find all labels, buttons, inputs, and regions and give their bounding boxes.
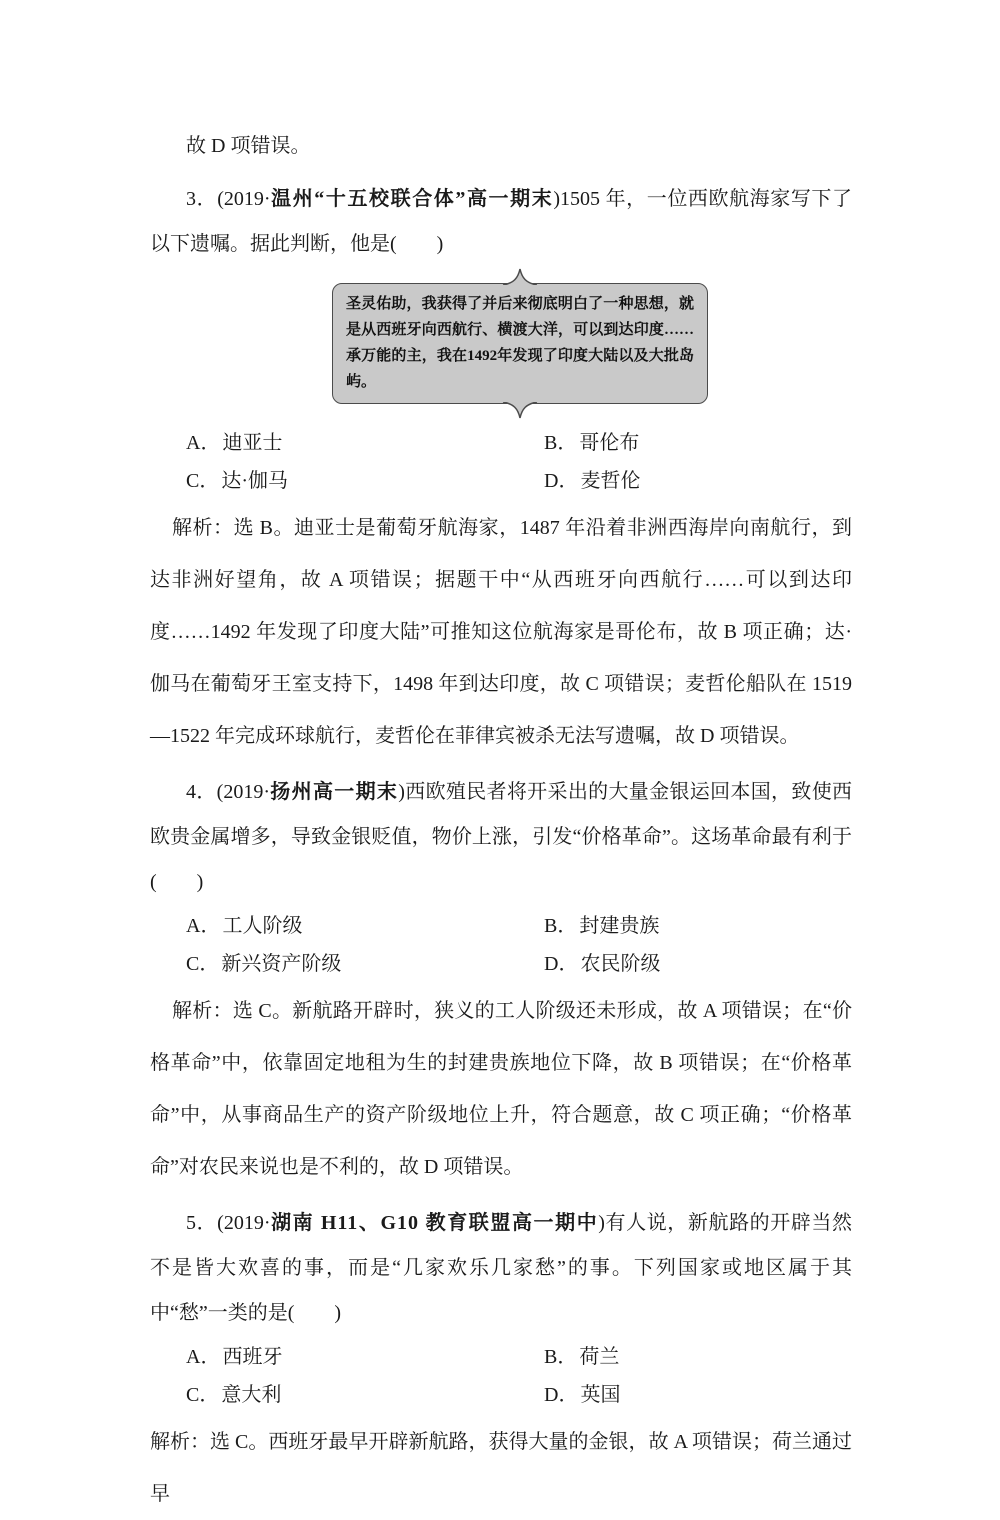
q4-option-a (186, 907, 544, 945)
question-4-source-close: ) (398, 781, 405, 803)
q5-analysis-text: 选 C。西班牙最早开辟新航路，获得大量的金银，故 A 项错误；荷兰通过早 (150, 1431, 852, 1505)
question-3-stem-text: 1505 年，一位西欧航海家写下了以下遗嘱。据此判断，他是( ) (150, 188, 853, 255)
q4-option-b (544, 907, 852, 945)
question-4-source: 扬州高一期末 (269, 781, 399, 803)
question-5-analysis (150, 1416, 852, 1520)
q3-option-b-label: B． (544, 432, 578, 454)
q5-option-b (544, 1338, 852, 1376)
q5-option-b-label: B． (544, 1346, 578, 1368)
q5-option-c (186, 1376, 544, 1414)
question-4-number: 4． (186, 781, 217, 803)
q3-analysis-text: 选 B。迪亚士是葡萄牙航海家，1487 年沿着非洲西海岸向南航行，到达非洲好望角，故 A 项错误；据题干中“从西班牙向西航行……可以到达印度……1492 年发现了印度大陆”可推知这位航海家是哥伦布，故 B 项正确；达·伽马在葡萄牙王室支持下，1498 年到达印度，故 C 项错误；麦哲伦船队在 1519—1522 年完成环球航行，麦哲伦在菲律宾被杀无法写遗嘱，故 D 项错误。 (150, 517, 852, 747)
question-5-block (150, 1201, 852, 1520)
question-4-analysis (150, 985, 852, 1193)
question-5-number: 5． (186, 1212, 218, 1234)
q4-option-c-label: C． (186, 953, 220, 975)
q5-option-c-text: 意大利 (221, 1384, 282, 1406)
q4-analysis-text: 选 C。新航路开辟时，狭义的工人阶级还未形成，故 A 项错误；在“价格革命”中，依靠固定地租为生的封建贵族地位下降，故 B 项错误；在“价格革命”中，从事商品生产的资产阶级地位上升，符合题意，故 C 项正确；“价格革命”对农民来说也是不利的，故 D 项错误。 (150, 1000, 852, 1178)
q5-option-d (544, 1376, 852, 1414)
q4-option-d-label: D． (544, 953, 579, 975)
q3-analysis-label: 解析： (172, 517, 234, 539)
quote-callout-wrapper (150, 267, 852, 422)
question-4-options-row-1 (150, 907, 852, 945)
q5-option-a-text: 西班牙 (222, 1346, 283, 1368)
q3-option-a (186, 424, 544, 462)
question-3-stem (150, 177, 852, 267)
q3-option-a-text: 迪亚士 (222, 432, 283, 454)
q4-option-a-label: A． (186, 915, 221, 937)
q3-option-c-text: 达·伽马 (221, 470, 289, 492)
question-3-options (150, 424, 852, 500)
question-5-options-row-2 (150, 1376, 852, 1414)
question-5-stem-text: 有人说，新航路的开辟当然不是皆大欢喜的事，而是“几家欢乐几家愁”的事。下列国家或地区属于其中“愁”一类的是( ) (150, 1212, 852, 1324)
q4-option-c-text: 新兴资产阶级 (221, 953, 342, 975)
question-3-block (150, 177, 852, 762)
q4-option-b-text: 封建贵族 (579, 915, 660, 937)
q4-option-a-text: 工人阶级 (222, 915, 303, 937)
question-3-options-row-1 (150, 424, 852, 462)
question-3-number: 3． (186, 188, 218, 210)
question-4-source-open: (2019· (216, 781, 270, 803)
quote-callout (332, 283, 708, 404)
q3-option-b-text: 哥伦布 (579, 432, 640, 454)
q4-option-d (544, 945, 852, 983)
q3-option-c-label: C． (186, 470, 220, 492)
q3-option-d (544, 462, 852, 500)
question-5-source: 湖南 H11、G10 教育联盟高一期中 (270, 1212, 599, 1234)
question-5-source-open: (2019· (217, 1212, 271, 1234)
question-3-source: 温州“十五校联合体”高一期末 (270, 188, 554, 210)
q3-option-a-label: A． (186, 432, 221, 454)
q5-option-a (186, 1338, 544, 1376)
question-3-options-row-2 (150, 462, 852, 500)
question-4-options-row-2 (150, 945, 852, 983)
q5-option-b-text: 荷兰 (579, 1346, 620, 1368)
question-4-stem (150, 770, 852, 905)
callout-pointer-up-icon (502, 268, 538, 285)
q5-option-c-label: C． (186, 1384, 220, 1406)
question-4-options (150, 907, 852, 983)
callout-pointer-down-icon (502, 402, 538, 419)
q4-option-d-text: 农民阶级 (580, 953, 661, 975)
q5-option-d-label: D． (544, 1384, 579, 1406)
callout-text: 圣灵佑助，我获得了并后来彻底明白了一种思想，就是从西班牙向西航行、横渡大洋，可以到达印度……承万能的主，我在1492年发现了印度大陆以及大批岛屿。 (346, 296, 694, 390)
q4-analysis-label: 解析： (172, 1000, 233, 1022)
q3-option-d-label: D． (544, 470, 579, 492)
q4-option-c (186, 945, 544, 983)
q5-analysis-label: 解析： (150, 1431, 211, 1453)
question-4-stem-text: 西欧殖民者将开采出的大量金银运回本国，致使西欧贵金属增多，导致金银贬值，物价上涨，引发“价格革命”。这场革命最有利于( ) (150, 781, 853, 893)
q3-option-d-text: 麦哲伦 (580, 470, 641, 492)
question-3-analysis (150, 502, 852, 762)
q4-option-b-label: B． (544, 915, 578, 937)
question-5-options (150, 1338, 852, 1414)
question-3-source-open: (2019· (217, 188, 271, 210)
question-5-stem (150, 1201, 852, 1336)
analysis-continuation-line: 故 D 项错误。 (186, 135, 311, 157)
question-5-options-row-1 (150, 1338, 852, 1376)
q5-option-d-text: 英国 (580, 1384, 621, 1406)
q3-option-b (544, 424, 852, 462)
q5-option-a-label: A． (186, 1346, 221, 1368)
question-4-block (150, 770, 852, 1193)
question-3-source-close: ) (553, 188, 560, 210)
question-5-source-close: ) (598, 1212, 605, 1234)
q3-option-c (186, 462, 544, 500)
